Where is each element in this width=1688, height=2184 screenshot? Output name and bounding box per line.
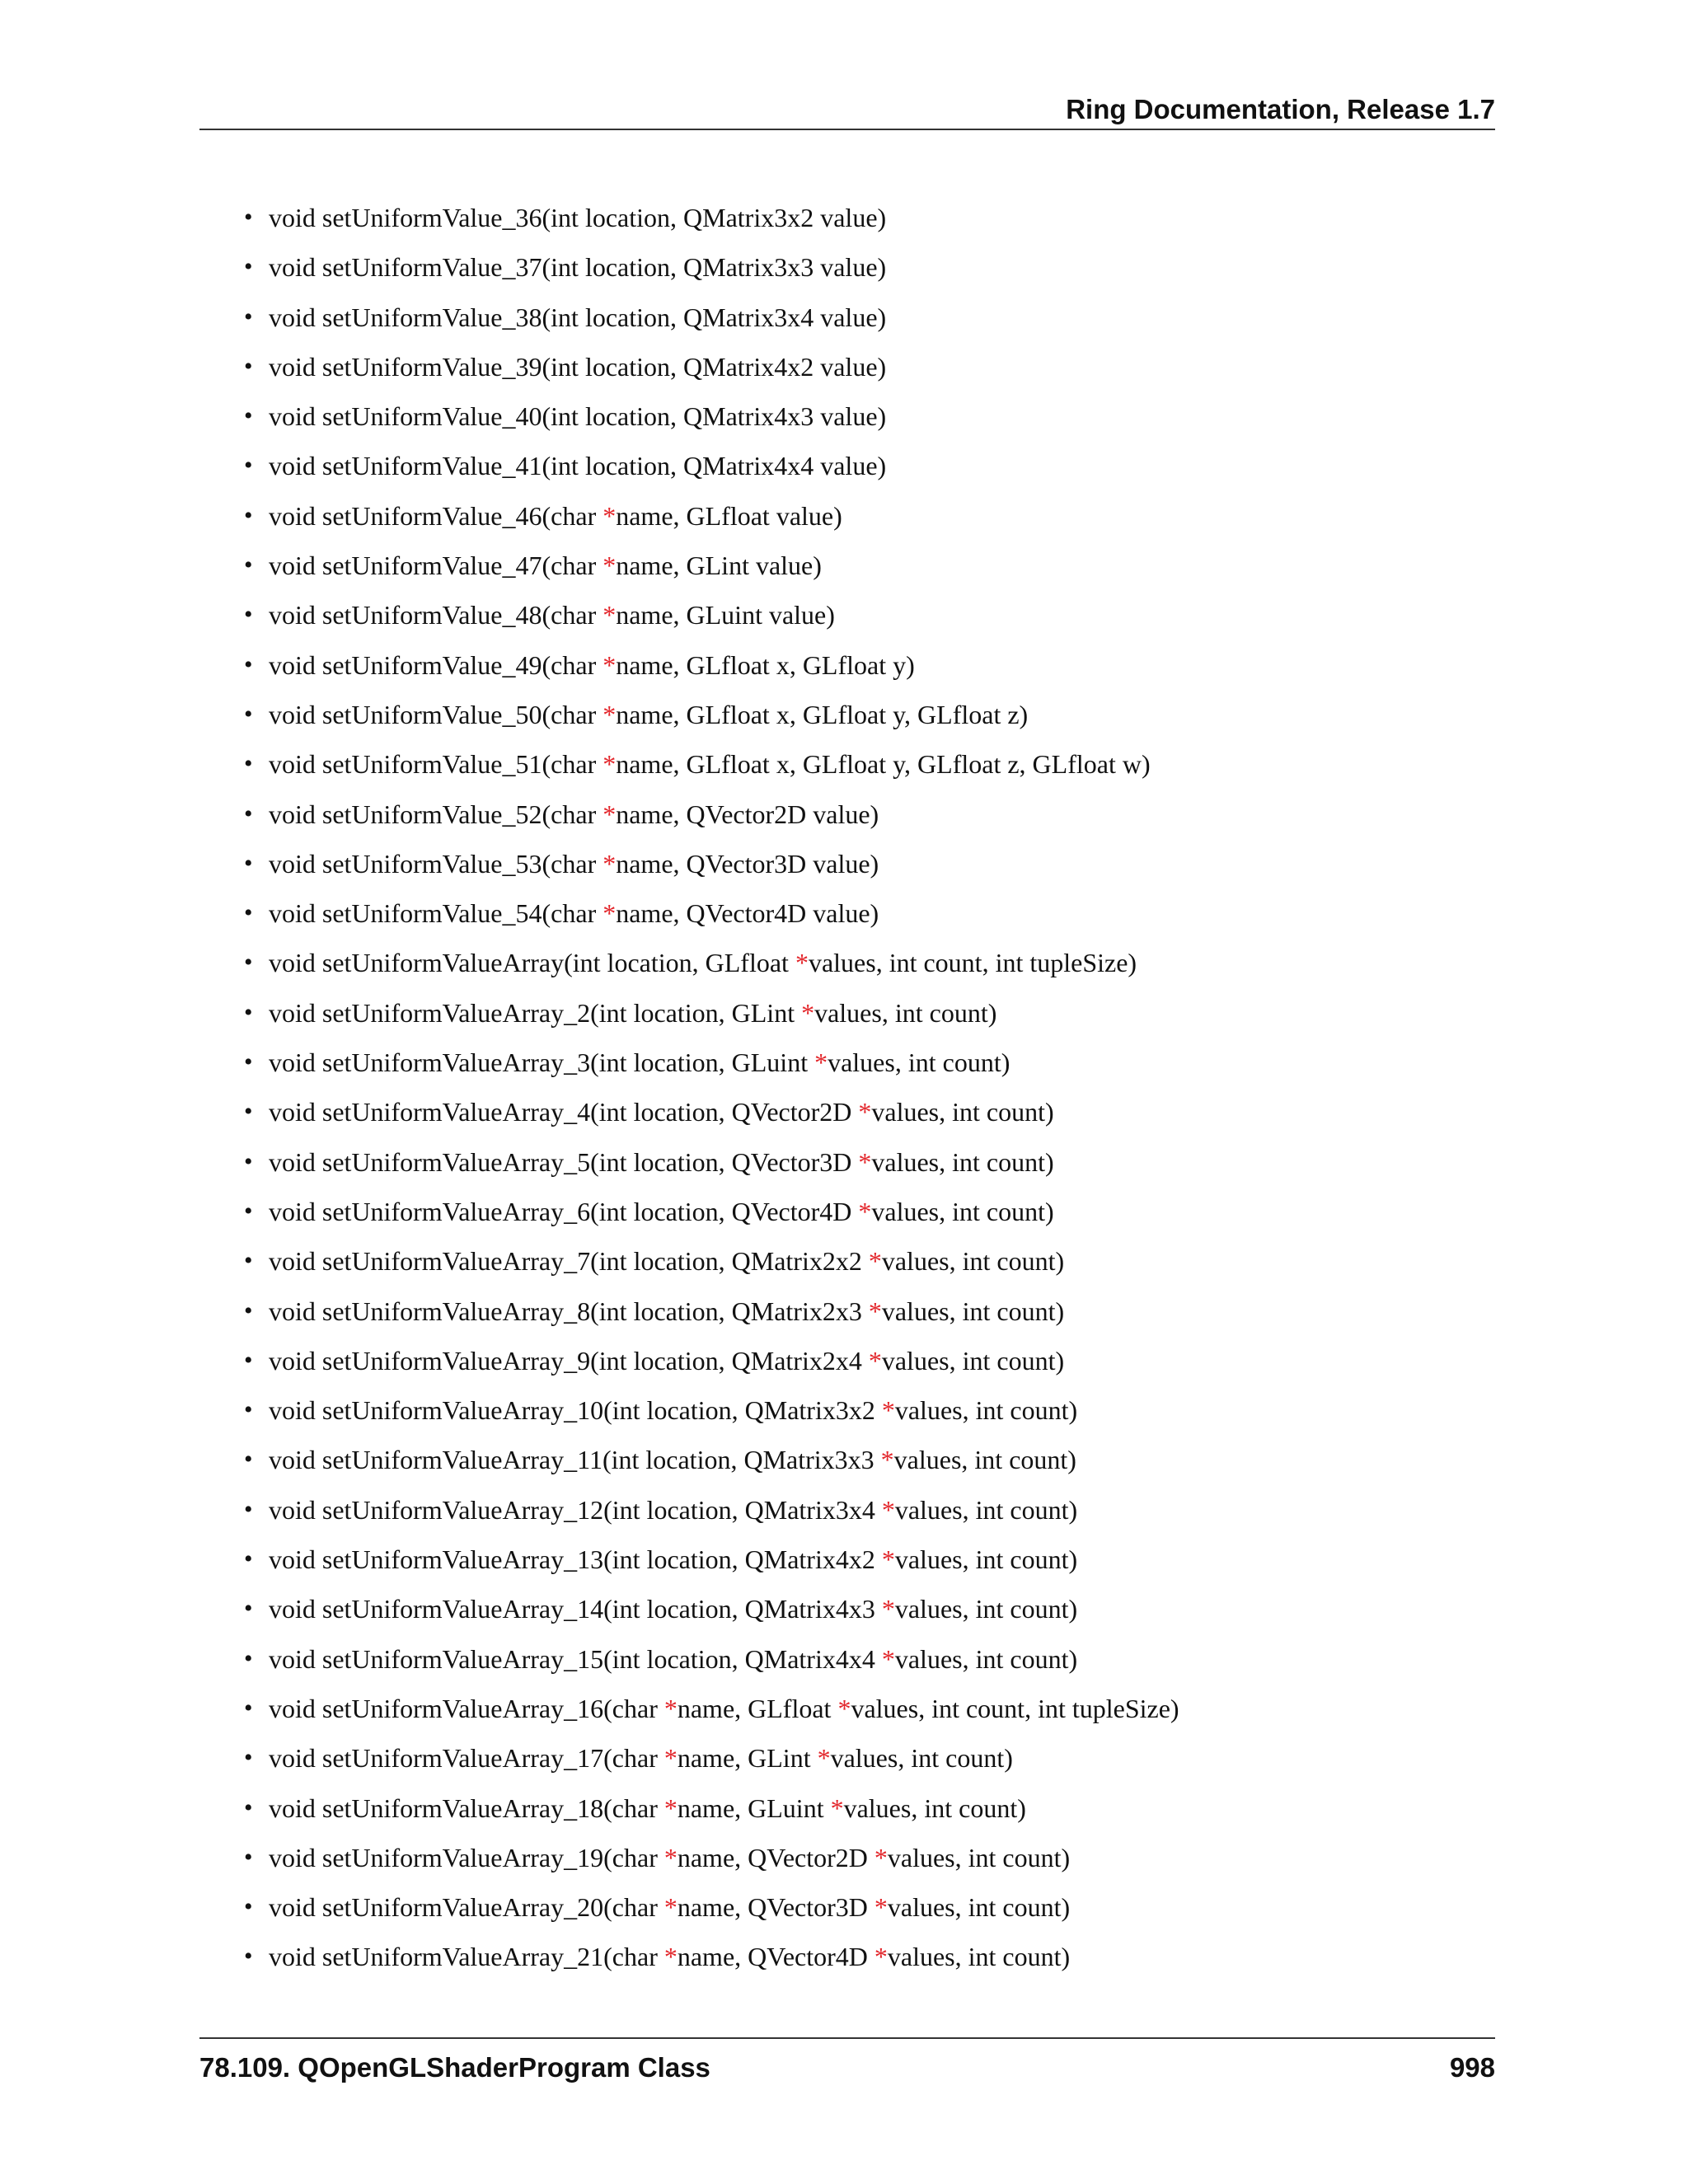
list-item bbox=[244, 1440, 1179, 1489]
function-signature: void setUniformValueArray_7(int location, QMatrix2x2 *values, int count) bbox=[269, 1246, 1065, 1277]
list-item bbox=[244, 645, 1179, 695]
bullet-icon: • bbox=[244, 1197, 253, 1225]
bullet-icon: • bbox=[244, 998, 253, 1026]
function-signature: void setUniformValueArray_15(int location, QMatrix4x4 *values, int count) bbox=[269, 1643, 1078, 1674]
bullet-icon: • bbox=[244, 1744, 253, 1772]
list-item bbox=[244, 1887, 1179, 1937]
page-header bbox=[199, 89, 1495, 130]
bullet-icon: • bbox=[244, 750, 253, 778]
bullet-icon: • bbox=[244, 551, 253, 579]
list-item bbox=[244, 1142, 1179, 1192]
list-item bbox=[244, 347, 1179, 396]
function-signature: void setUniformValue_50(char *name, GLfloat x, GLfloat y, GLfloat z) bbox=[269, 699, 1029, 729]
function-signature: void setUniformValue_39(int location, QMatrix4x2 value) bbox=[269, 351, 887, 382]
function-signature: void setUniformValueArray_18(char *name, GLuint *values, int count) bbox=[269, 1793, 1026, 1823]
bullet-icon: • bbox=[244, 452, 253, 480]
list-item bbox=[244, 496, 1179, 546]
function-signature: void setUniformValueArray_20(char *name, QVector3D *values, int count) bbox=[269, 1892, 1071, 1923]
bullet-icon: • bbox=[244, 650, 253, 678]
bullet-icon: • bbox=[244, 1843, 253, 1871]
bullet-icon: • bbox=[244, 1247, 253, 1275]
list-item bbox=[244, 993, 1179, 1043]
function-signature: void setUniformValue_47(char *name, GLint value) bbox=[269, 551, 822, 581]
function-signature: void setUniformValueArray_16(char *name, GLfloat *values, int count, int tupleSize) bbox=[269, 1693, 1179, 1723]
list-item bbox=[244, 1738, 1179, 1788]
list-item bbox=[244, 1341, 1179, 1390]
list-item bbox=[244, 1639, 1179, 1689]
function-signature: void setUniformValue_51(char *name, GLfloat x, GLfloat y, GLfloat z, GLfloat w) bbox=[269, 749, 1151, 780]
bullet-icon: • bbox=[244, 1893, 253, 1921]
function-signature: void setUniformValueArray_14(int location, QMatrix4x3 *values, int count) bbox=[269, 1594, 1078, 1624]
list-item bbox=[244, 744, 1179, 794]
bullet-icon: • bbox=[244, 1943, 253, 1971]
bullet-icon: • bbox=[244, 1396, 253, 1424]
list-item bbox=[244, 695, 1179, 744]
bullet-icon: • bbox=[244, 849, 253, 877]
bullet-icon: • bbox=[244, 1545, 253, 1573]
page-footer bbox=[199, 2037, 1495, 2088]
list-item bbox=[244, 298, 1179, 347]
list-item bbox=[244, 943, 1179, 992]
bullet-icon: • bbox=[244, 501, 253, 529]
function-signature: void setUniformValueArray(int location, GLfloat *values, int count, int tupleSize) bbox=[269, 948, 1137, 978]
list-item bbox=[244, 1390, 1179, 1440]
function-signature: void setUniformValue_46(char *name, GLfloat value) bbox=[269, 500, 842, 531]
function-signature: void setUniformValueArray_19(char *name, QVector2D *values, int count) bbox=[269, 1842, 1071, 1872]
function-signature: void setUniformValueArray_9(int location, QMatrix2x4 *values, int count) bbox=[269, 1345, 1065, 1376]
list-item bbox=[244, 396, 1179, 446]
bullet-icon: • bbox=[244, 1793, 253, 1821]
bullet-icon: • bbox=[244, 899, 253, 927]
footer-section-title: 78.109. QOpenGLShaderProgram Class bbox=[199, 2052, 710, 2083]
function-signature: void setUniformValue_36(int location, QMatrix3x2 value) bbox=[269, 203, 887, 232]
function-signature: void setUniformValue_49(char *name, GLfloat x, GLfloat y) bbox=[269, 649, 915, 680]
bullet-icon: • bbox=[244, 1098, 253, 1126]
list-item bbox=[244, 794, 1179, 844]
bullet-icon: • bbox=[244, 949, 253, 977]
list-item bbox=[244, 1689, 1179, 1738]
function-signature: void setUniformValue_48(char *name, GLuint value) bbox=[269, 600, 835, 630]
list-item bbox=[244, 1092, 1179, 1141]
list-item bbox=[244, 1540, 1179, 1589]
function-signature: void setUniformValueArray_8(int location, QMatrix2x3 *values, int count) bbox=[269, 1296, 1065, 1326]
list-item bbox=[244, 1589, 1179, 1638]
function-signature: void setUniformValue_40(int location, QMatrix4x3 value) bbox=[269, 401, 887, 432]
list-item bbox=[244, 893, 1179, 943]
bullet-icon: • bbox=[244, 1296, 253, 1324]
function-signature: void setUniformValueArray_11(int location, QMatrix3x3 *values, int count) bbox=[269, 1445, 1076, 1475]
bullet-icon: • bbox=[244, 1048, 253, 1076]
list-item bbox=[244, 546, 1179, 595]
bullet-icon: • bbox=[244, 204, 253, 231]
bullet-icon: • bbox=[244, 253, 253, 281]
function-signature: void setUniformValue_52(char *name, QVector2D value) bbox=[269, 799, 879, 829]
function-signature: void setUniformValue_37(int location, QMatrix3x3 value) bbox=[269, 252, 887, 283]
bullet-icon: • bbox=[244, 402, 253, 430]
function-signature: void setUniformValue_54(char *name, QVector4D value) bbox=[269, 898, 879, 929]
bullet-icon: • bbox=[244, 1644, 253, 1672]
bullet-icon: • bbox=[244, 1446, 253, 1474]
header-title: Ring Documentation, Release 1.7 bbox=[1066, 94, 1495, 124]
list-item bbox=[244, 1043, 1179, 1092]
list-item bbox=[244, 844, 1179, 893]
list-item bbox=[244, 1192, 1179, 1241]
function-signature: void setUniformValueArray_3(int location, GLuint *values, int count) bbox=[269, 1047, 1010, 1078]
bullet-icon: • bbox=[244, 352, 253, 380]
list-item bbox=[244, 247, 1179, 297]
list-item bbox=[244, 1490, 1179, 1540]
bullet-icon: • bbox=[244, 302, 253, 330]
list-item bbox=[244, 1838, 1179, 1887]
function-signature: void setUniformValue_41(int location, QMatrix4x4 value) bbox=[269, 451, 887, 481]
function-signature: void setUniformValue_38(int location, QMatrix3x4 value) bbox=[269, 302, 887, 332]
bullet-icon: • bbox=[244, 799, 253, 827]
function-signature: void setUniformValue_53(char *name, QVector3D value) bbox=[269, 848, 879, 879]
list-item bbox=[244, 1937, 1179, 1986]
bullet-icon: • bbox=[244, 1495, 253, 1523]
list-item bbox=[244, 1788, 1179, 1838]
function-signature: void setUniformValueArray_17(char *name, GLint *values, int count) bbox=[269, 1743, 1013, 1774]
bullet-icon: • bbox=[244, 1346, 253, 1374]
bullet-icon: • bbox=[244, 1694, 253, 1722]
footer-page-number: 998 bbox=[1449, 2052, 1495, 2083]
function-signature: void setUniformValueArray_10(int location, QMatrix3x2 *values, int count) bbox=[269, 1395, 1078, 1426]
list-item bbox=[244, 1241, 1179, 1291]
function-list bbox=[244, 198, 1179, 1987]
function-signature: void setUniformValueArray_4(int location, QVector2D *values, int count) bbox=[269, 1097, 1054, 1127]
list-item bbox=[244, 446, 1179, 495]
bullet-icon: • bbox=[244, 700, 253, 728]
bullet-icon: • bbox=[244, 1595, 253, 1623]
list-item bbox=[244, 198, 1179, 247]
list-item bbox=[244, 1291, 1179, 1341]
bullet-icon: • bbox=[244, 601, 253, 629]
function-signature: void setUniformValueArray_5(int location, QVector3D *values, int count) bbox=[269, 1146, 1054, 1177]
function-signature: void setUniformValueArray_12(int location, QMatrix3x4 *values, int count) bbox=[269, 1494, 1078, 1525]
function-signature: void setUniformValueArray_6(int location, QVector4D *values, int count) bbox=[269, 1196, 1054, 1226]
list-item bbox=[244, 595, 1179, 644]
function-signature: void setUniformValueArray_13(int location, QMatrix4x2 *values, int count) bbox=[269, 1544, 1078, 1575]
bullet-icon: • bbox=[244, 1147, 253, 1175]
function-signature: void setUniformValueArray_2(int location, GLint *values, int count) bbox=[269, 997, 997, 1028]
function-signature: void setUniformValueArray_21(char *name, QVector4D *values, int count) bbox=[269, 1942, 1071, 1972]
